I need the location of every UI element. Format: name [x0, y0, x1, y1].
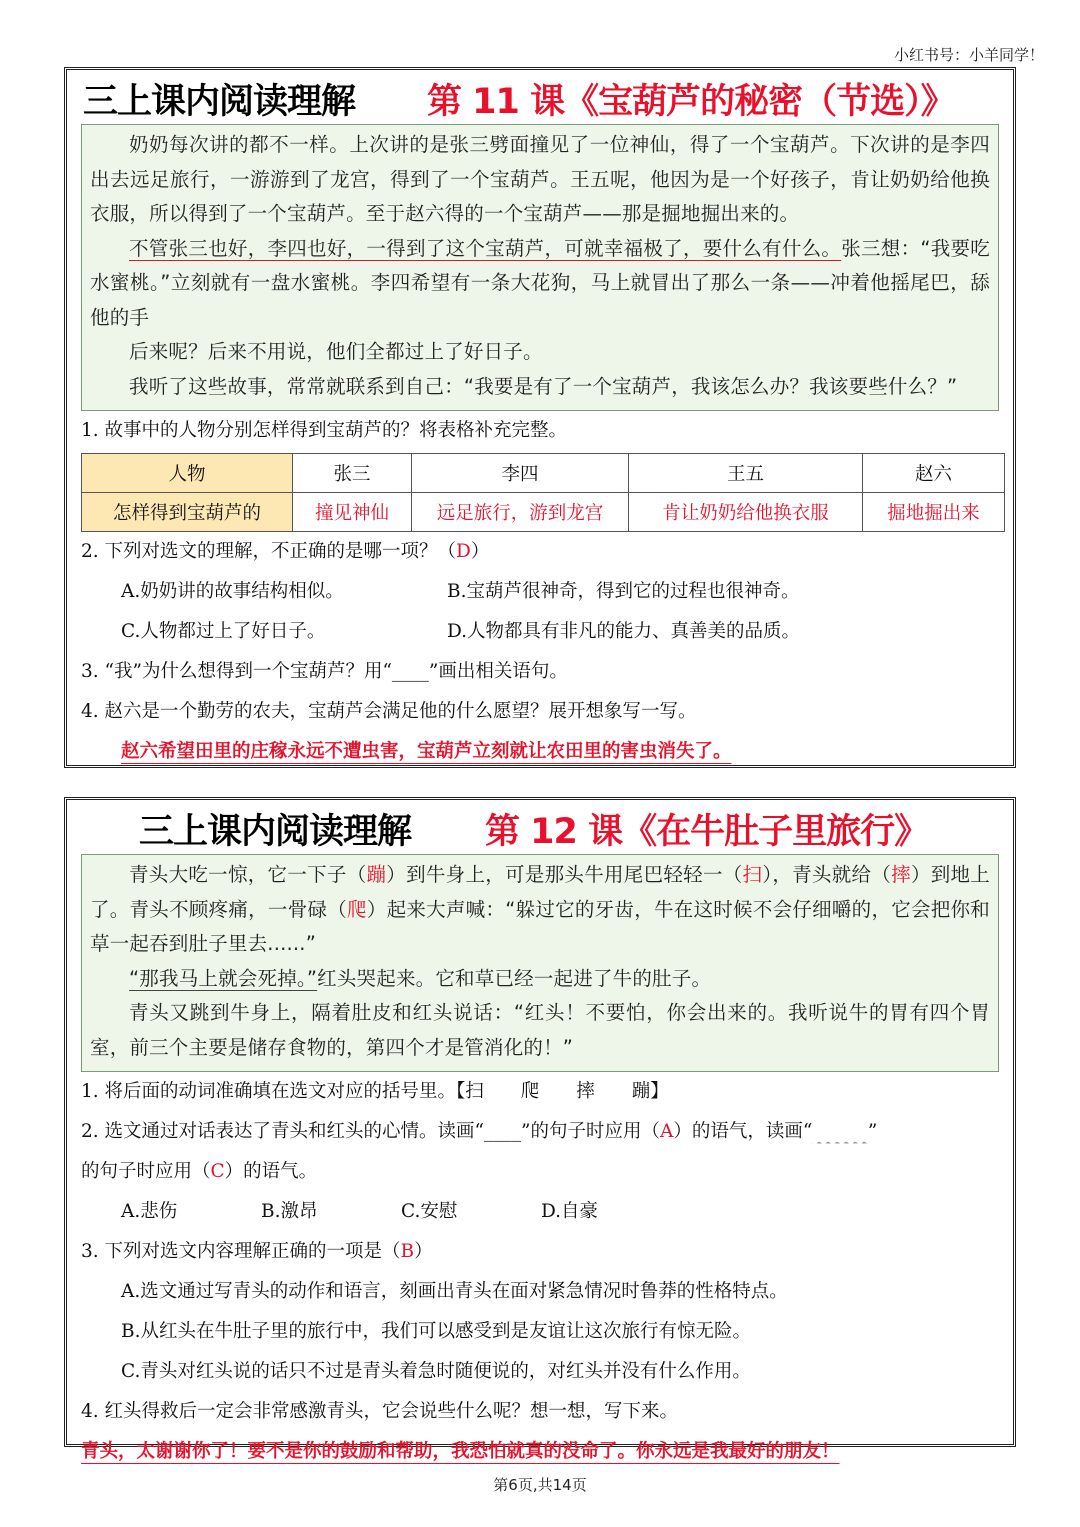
question-1: 1. 将后面的动词准确填在选文对应的括号里。【扫 爬 摔 蹦】	[81, 1081, 669, 1102]
table-row	[82, 454, 1005, 493]
filled-verb: 爬	[347, 897, 367, 921]
question-2	[81, 1112, 999, 1152]
option: B.宝葫芦很神奇，得到它的过程也很神奇。	[447, 581, 800, 602]
paragraph	[90, 858, 990, 962]
filled-verb: 蹦	[366, 863, 387, 886]
options-row	[81, 1192, 999, 1232]
paragraph: 奶奶每次讲的都不一样。上次讲的是张三劈面撞见了一位神仙，得了一个宝葫芦。下次讲的是李四出去远足旅行，一游游到了龙宫，得到了一个宝葫芦。王五呢，他因为是一个好孩子，肯让奶奶给他换衣服，所以得到了一个宝葫芦。至于赵六得的一个宝葫芦——那是掘地掘出来的。	[90, 133, 990, 225]
question-3: 3. “我”为什么想得到一个宝葫芦？用“____”画出相关语句。	[81, 661, 568, 682]
page-number: 第6页,共14页	[493, 1476, 587, 1494]
option: B.激昂	[261, 1201, 318, 1222]
answer-letter: C	[210, 1161, 225, 1182]
question-text: ）的语气。	[224, 1161, 318, 1182]
question-2-continued	[81, 1152, 999, 1192]
paragraph-text: 红头哭起来。它和草已经一起进了牛的肚子。	[317, 966, 712, 990]
question-text: 2. 下列对选文的理解，不正确的是哪一项？（	[81, 541, 457, 562]
paragraph: 后来呢？后来不用说，他们全都过上了好日子。	[129, 340, 543, 363]
question-4: 4. 红头得救后一定会非常感激青头，它会说些什么呢？想一想，写下来。	[81, 1401, 679, 1422]
question-2	[81, 532, 999, 572]
lesson-title: 第 11 课《宝葫芦的秘密（节选）》	[427, 82, 955, 122]
option: A.选文通过写青头的动作和语言，刻画出青头在面对紧急情况时鲁莽的性格特点。	[121, 1281, 788, 1302]
paragraph-text: ），青头就给（	[762, 863, 892, 886]
paragraph	[90, 232, 990, 336]
option: C.安慰	[401, 1201, 458, 1222]
table-cell: 人物	[82, 454, 293, 493]
series-title: 三上课内阅读理解	[139, 812, 412, 852]
answer-text: 赵六希望田里的庄稼永远不遭虫害，宝葫芦立刻就让农田里的害虫消失了。	[121, 741, 732, 762]
answer-letter: D	[456, 541, 471, 562]
paragraph: 我听了这些故事，常常就联系到自己：“我要是有了一个宝葫芦，我该怎么办？我该要些什么？”	[129, 374, 958, 398]
option: D.自豪	[541, 1201, 599, 1222]
reading-passage	[81, 854, 999, 1072]
wavy-line-mark	[812, 1121, 868, 1142]
table-cell: 赵六	[863, 454, 1005, 493]
option: C.人物都过上了好日子。	[121, 621, 326, 642]
question-3	[81, 1232, 999, 1272]
option: A.悲伤	[121, 1201, 178, 1222]
highlighted-sentence: 不管张三也好，李四也好，一得到了这个宝葫芦，可就幸福极了，要什么有什么。	[129, 236, 842, 260]
table-row	[82, 493, 1005, 532]
answer-table	[81, 453, 1005, 532]
lesson-11-card	[64, 67, 1016, 768]
question-text: 的句子时应用（	[81, 1161, 211, 1182]
answer-line	[81, 732, 999, 772]
answer-letter: A	[659, 1121, 674, 1142]
paragraph-text: 张三想：“我要吃水蜜桃。”立刻就有一盘水蜜桃。李四希望有一条大花狗，马上就冒出了那么一条——冲着他摇尾巴，舔他的手	[90, 236, 991, 329]
lesson-12-card	[64, 797, 1016, 1462]
question-1: 1. 故事中的人物分别怎样得到宝葫芦的？将表格补充完整。	[81, 420, 568, 441]
options-row	[81, 612, 999, 652]
question-text: ）	[470, 541, 490, 562]
answer-text: 青头，太谢谢你了！要不是你的鼓励和帮助，我恐怕就真的没命了。你永远是我最好的朋友！	[81, 1441, 840, 1462]
paragraph: 青头又跳到牛身上，隔着肚皮和红头说话：“红头！不要怕，你会出来的。我听说牛的胃有四个胃室，前三个主要是储存食物的，第四个才是管消化的！”	[90, 1001, 990, 1059]
paragraph-text: ）起来大声喊：“躲过它的牙齿，牛在这时候不会仔细嚼的，它会把你和草一起吞到肚子里去......”	[90, 897, 991, 955]
answer-line	[81, 1432, 999, 1472]
watermark: 小红书号：小羊同学！	[893, 46, 1044, 64]
reading-passage	[81, 124, 999, 411]
question-text: ）的语气，读画“	[673, 1121, 813, 1142]
series-title: 三上课内阅读理解	[83, 82, 356, 122]
option: B.从红头在牛肚子里的旅行中，我们可以感受到是友谊让这次旅行有惊无险。	[121, 1321, 751, 1342]
table-cell: 李四	[412, 454, 629, 493]
paragraph-text: ）到地上了。青头不顾疼痛，一骨碌（	[90, 863, 991, 921]
option: D.人物都具有非凡的能力、真善美的品质。	[447, 621, 801, 642]
option: C.青头对红头说的话只不过是青头着急时随便说的，对红头并没有什么作用。	[121, 1361, 751, 1382]
question-text: ）	[414, 1241, 433, 1262]
paragraph-text: 青头大吃一惊，它一下子（	[129, 863, 367, 886]
question-text: ”	[867, 1121, 878, 1142]
option: A.奶奶讲的故事结构相似。	[121, 581, 344, 602]
table-cell: 张三	[293, 454, 412, 493]
filled-verb: 扫	[742, 863, 763, 886]
paragraph-text: ）到牛身上，可是那头牛用尾巴轻轻一（	[386, 863, 743, 886]
lesson-11-header	[67, 70, 1013, 124]
paragraph	[90, 962, 990, 997]
table-answer-cell: 掘地掘出来	[863, 493, 1005, 532]
table-cell: 怎样得到宝葫芦的	[82, 493, 293, 532]
table-cell: 王五	[629, 454, 863, 493]
question-4: 4. 赵六是一个勤劳的农夫，宝葫芦会满足他的什么愿望？展开想象写一写。	[81, 701, 697, 722]
lesson-title: 第 12 课《在牛肚子里旅行》	[485, 812, 929, 852]
table-answer-cell: 肯让奶奶给他换衣服	[629, 493, 863, 532]
underlined-sentence: “那我马上就会死掉。”	[129, 966, 318, 990]
lesson-12-header	[67, 800, 1013, 854]
question-text: 3. 下列对选文内容理解正确的一项是（	[81, 1241, 401, 1262]
filled-verb: 摔	[891, 863, 911, 886]
table-answer-cell: 远足旅行，游到龙宫	[412, 493, 629, 532]
question-text: 2. 选文通过对话表达了青头和红头的心情。读画“____”的句子时应用（	[81, 1121, 660, 1142]
answer-letter: B	[400, 1241, 415, 1262]
table-answer-cell: 撞见神仙	[293, 493, 412, 532]
options-row	[81, 572, 999, 612]
